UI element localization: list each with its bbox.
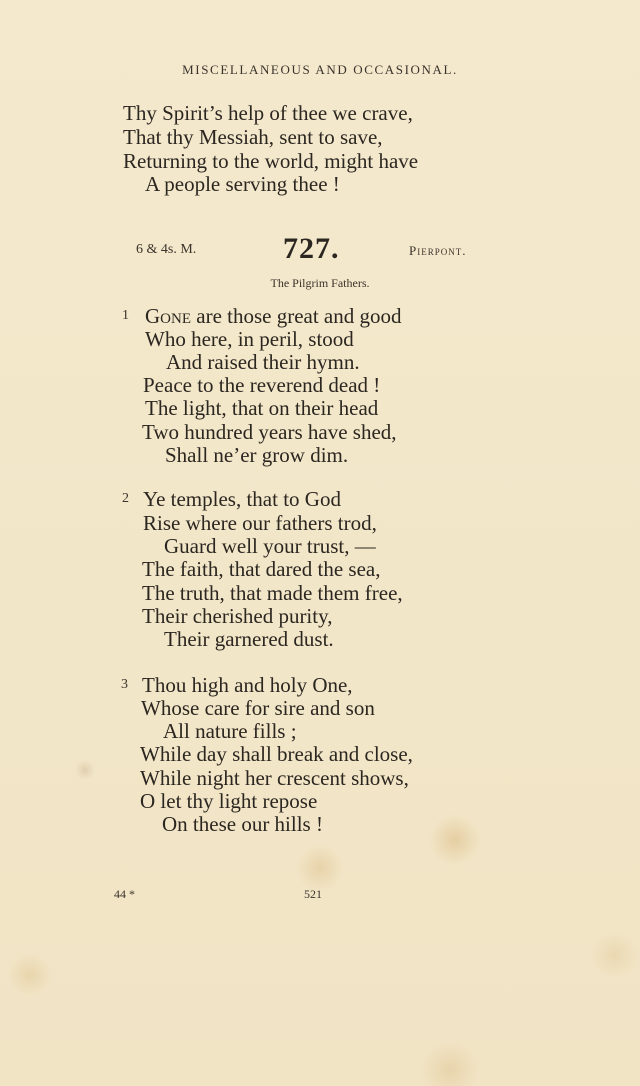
verse-first-line-rest: are those great and good <box>191 304 402 328</box>
hymn-number: 727. <box>283 232 340 265</box>
verse-line: The truth, that made them free, <box>142 581 403 605</box>
verse-line: While day shall break and close, <box>140 742 413 766</box>
verse-line: Ye temples, that to God <box>143 487 341 511</box>
verse-line: A people serving thee ! <box>145 172 340 196</box>
verse-line: Thou high and holy One, <box>142 673 353 697</box>
hymn-meter: 6 & 4s. M. <box>136 242 197 257</box>
verse-line: Their garnered dust. <box>164 627 334 651</box>
verse-line: The light, that on their head <box>145 396 379 420</box>
verse-line: That thy Messiah, sent to save, <box>123 125 383 149</box>
verse-line: Who here, in peril, stood <box>145 327 354 351</box>
verse-line: The faith, that dared the sea, <box>142 557 381 581</box>
verse-line: O let thy light repose <box>140 789 318 813</box>
verse-number: 1 <box>122 308 129 323</box>
verse-number: 3 <box>121 677 128 692</box>
verse-line: Returning to the world, might have <box>123 149 419 173</box>
verse-line: Thy Spirit’s help of thee we crave, <box>123 101 413 125</box>
verse-line: And raised their hymn. <box>166 350 360 374</box>
verse-line: All nature fills ; <box>163 719 297 743</box>
verse-line <box>145 305 402 328</box>
verse-line: On these our hills ! <box>162 812 323 836</box>
verse-line: While night her crescent shows, <box>140 766 409 790</box>
verse-line: Whose care for sire and son <box>141 696 375 720</box>
hymn-heading <box>0 232 640 266</box>
verse-line: Guard well your trust, — <box>164 534 376 558</box>
signature-mark: 44 * <box>114 887 135 901</box>
page-number: 521 <box>304 887 322 901</box>
verse-line: Peace to the reverend dead ! <box>143 373 381 397</box>
verse-line: Their cherished purity, <box>142 604 333 628</box>
hymn-title: The Pilgrim Fathers. <box>270 276 370 290</box>
verse-line: Rise where our fathers trod, <box>143 511 377 535</box>
verse-first-word: Gone <box>145 304 191 328</box>
running-header: MISCELLANEOUS AND OCCASIONAL. <box>182 62 458 77</box>
verse-line: Two hundred years have shed, <box>142 420 397 444</box>
verse-number: 2 <box>122 491 129 506</box>
hymn-author: Pierpont. <box>409 243 467 258</box>
verse-line: Shall ne’er grow dim. <box>165 443 349 467</box>
